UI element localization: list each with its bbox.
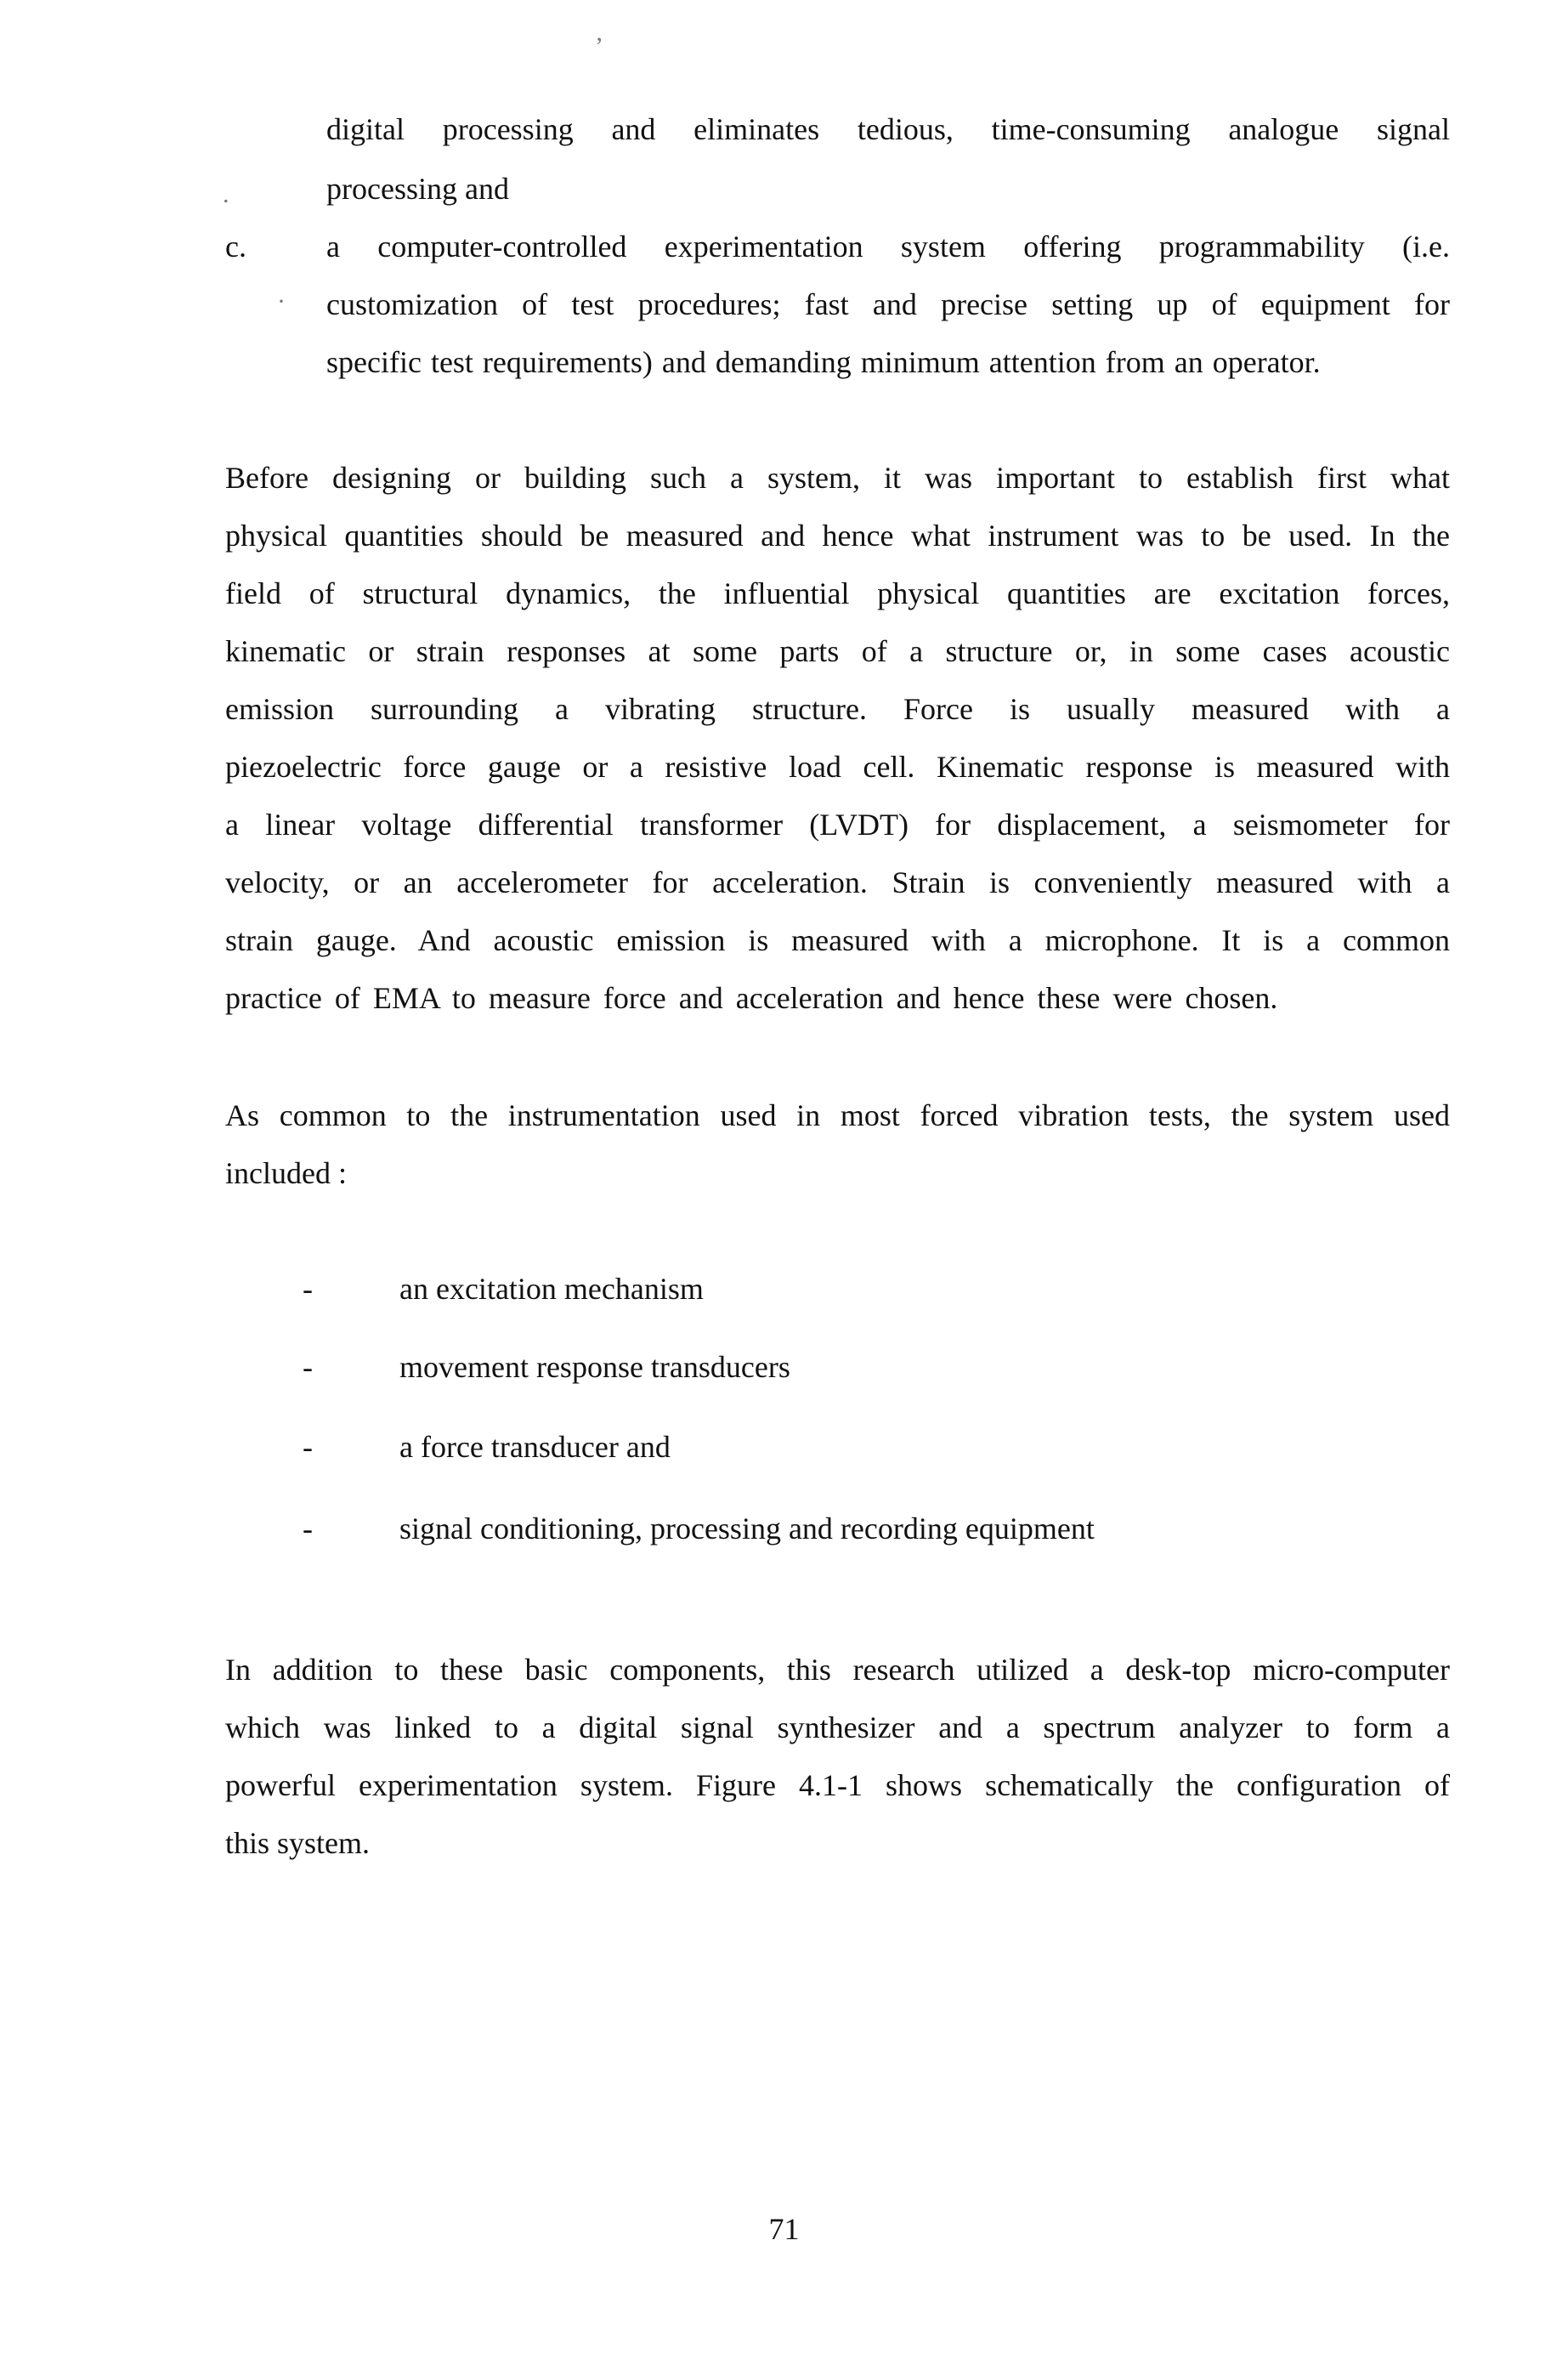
scan-mark: ’ bbox=[595, 32, 603, 60]
paragraph-line: powerful experimentation system. Figure 4.1-1 shows schematically the configuration of bbox=[225, 1768, 1450, 1802]
paragraph-line: In addition to these basic components, this research utilized a desk-top micro-computer bbox=[225, 1653, 1450, 1687]
paragraph-line: piezoelectric force gauge or a resistive load cell. Kinematic response is measured with bbox=[225, 750, 1450, 784]
bullet-item: movement response transducers bbox=[399, 1350, 790, 1384]
paragraph-line: kinematic or strain responses at some parts of a structure or, in some cases acoustic bbox=[225, 634, 1450, 668]
paragraph-line: physical quantities should be measured and hence what instrument was to be used. In the bbox=[225, 519, 1450, 553]
list-item-text: specific test requirements) and demanding minimum attention from an operator. bbox=[326, 345, 1321, 379]
paragraph-line: strain gauge. And acoustic emission is measured with a microphone. It is a common bbox=[225, 923, 1450, 957]
paragraph-line: included : bbox=[225, 1156, 347, 1190]
paragraph-line: a linear voltage differential transformer (LVDT) for displacement, a seismometer for bbox=[225, 808, 1450, 842]
bullet-item: an excitation mechanism bbox=[399, 1272, 704, 1306]
bullet-marker: - bbox=[303, 1272, 313, 1306]
paragraph-line: As common to the instrumentation used in most forced vibration tests, the system used bbox=[225, 1098, 1450, 1132]
bullet-marker: - bbox=[303, 1350, 313, 1384]
paragraph-line: which was linked to a digital signal synthesizer and a spectrum analyzer to form a bbox=[225, 1710, 1450, 1744]
bullet-marker: - bbox=[303, 1511, 313, 1545]
list-item-text: customization of test procedures; fast and precise setting up of equipment for bbox=[326, 287, 1450, 321]
list-item-label: c. bbox=[225, 230, 246, 264]
scan-mark: . bbox=[223, 180, 229, 208]
paragraph-line: velocity, or an accelerometer for acceleration. Strain is conveniently measured with a bbox=[225, 865, 1450, 899]
page-number: 71 bbox=[768, 2212, 800, 2246]
bullet-marker: - bbox=[303, 1430, 313, 1464]
paragraph-line: this system. bbox=[225, 1826, 371, 1860]
paragraph-line: field of structural dynamics, the influential physical quantities are excitation forces, bbox=[225, 576, 1450, 610]
bullet-item: signal conditioning, processing and recording equipment bbox=[399, 1511, 1095, 1545]
list-continuation-line: processing and bbox=[326, 172, 509, 206]
list-continuation-line: digital processing and eliminates tedious, time-consuming analogue signal bbox=[326, 112, 1450, 146]
list-item-text: a computer-controlled experimentation system offering programmability (i.e. bbox=[326, 230, 1450, 264]
paragraph-line: Before designing or building such a system, it was important to establish first what bbox=[225, 461, 1450, 495]
bullet-item: a force transducer and bbox=[399, 1430, 671, 1464]
paragraph-line: practice of EMA to measure force and acceleration and hence these were chosen. bbox=[225, 981, 1278, 1015]
scan-mark: · bbox=[277, 287, 286, 315]
paragraph-line: emission surrounding a vibrating structure. Force is usually measured with a bbox=[225, 692, 1450, 726]
